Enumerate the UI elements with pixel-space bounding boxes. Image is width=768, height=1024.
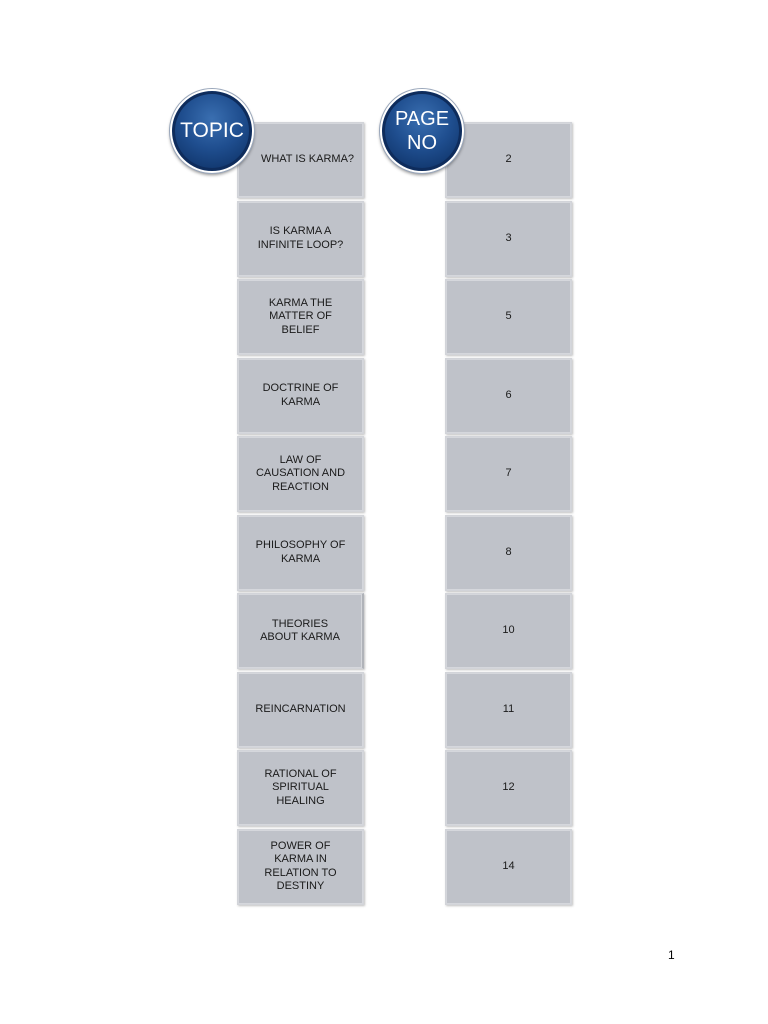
page-cell: 12: [445, 750, 572, 826]
page-cell: 14: [445, 829, 572, 905]
page-header-label: PAGE: [394, 108, 450, 130]
page-cell: 8: [445, 515, 572, 591]
page-cell: 3: [445, 201, 572, 277]
topic-cell: IS KARMA A INFINITE LOOP?: [237, 201, 364, 277]
page-cell: 6: [445, 358, 572, 434]
topic-cell: THEORIES ABOUT KARMA: [237, 593, 364, 669]
topic-header-label: TOPIC: [180, 119, 244, 142]
topic-cell: POWER OF KARMA IN RELATION TO DESTINY: [237, 829, 364, 905]
topic-cell: PHILOSOPHY OF KARMA: [237, 515, 364, 591]
topic-cell: REINCARNATION: [237, 672, 364, 748]
page-cell: 5: [445, 279, 572, 355]
page-cell: 10: [445, 593, 572, 669]
topic-cell: LAW OF CAUSATION AND REACTION: [237, 436, 364, 512]
topic-cell: DOCTRINE OF KARMA: [237, 358, 364, 434]
topic-cell: KARMA THE MATTER OF BELIEF: [237, 279, 364, 355]
topic-header-badge: [170, 89, 254, 173]
topic-column: [237, 122, 364, 907]
topic-cell: RATIONAL OF SPIRITUAL HEALING: [237, 750, 364, 826]
page-cell: 7: [445, 436, 572, 512]
page-cell: 11: [445, 672, 572, 748]
page-number-column: [445, 122, 572, 907]
page-no-header-badge: [380, 89, 464, 173]
footer-page-number: 1: [668, 948, 675, 962]
page-cell: 2: [445, 122, 572, 198]
topic-cell: WHAT IS KARMA?: [237, 122, 364, 198]
no-header-label: NO: [407, 132, 437, 154]
